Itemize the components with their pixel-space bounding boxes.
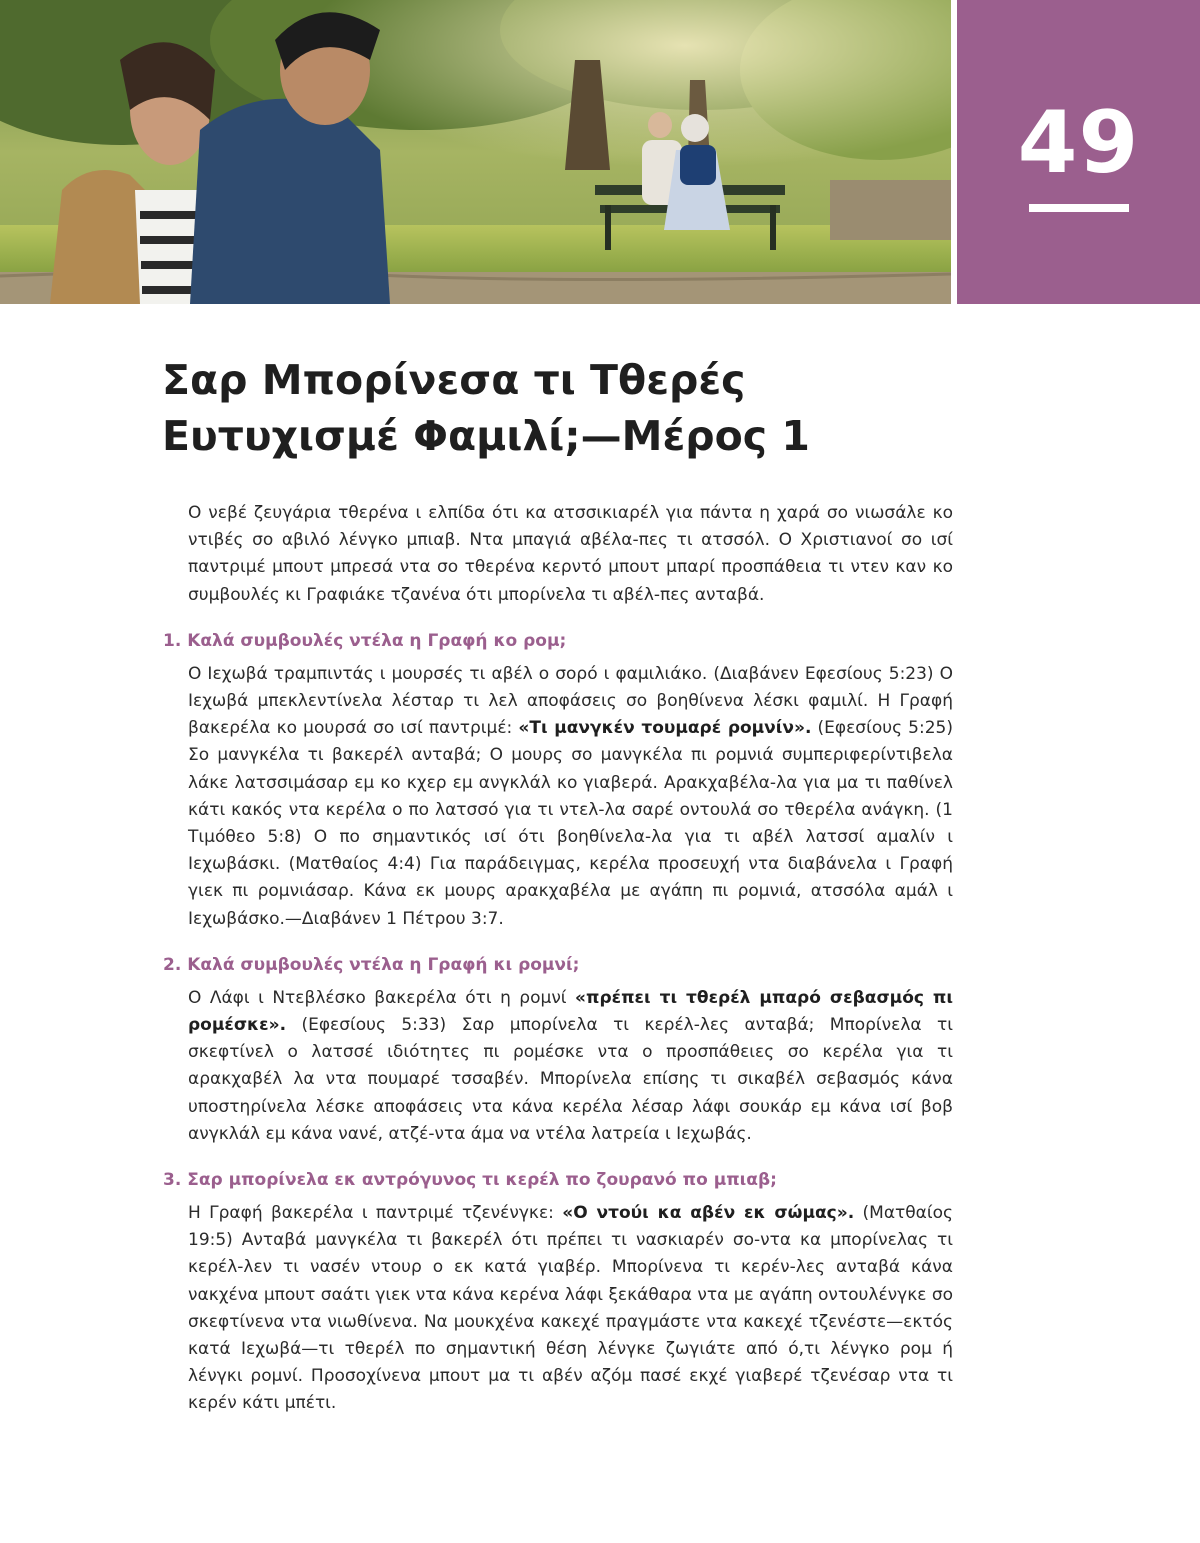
- question-3: 3. Σαρ μπορίνελα εκ αντρόγυνος τι κερέλ πο ζουρανό πο μπιαβ;: [163, 1170, 777, 1191]
- title-line-1: Σαρ Μπορίνεσα τι Τθερές: [162, 356, 746, 404]
- lesson-number: 49: [1017, 93, 1140, 193]
- answer-2-quote: «πρέπει τι τθερέλ μπαρό σεβασμός πι ρομέσκε».: [188, 987, 953, 1036]
- question-1: 1. Καλά συμβουλές ντέλα η Γραφή κο ρομ;: [163, 630, 567, 651]
- title-line-2: Ευτυχισμέ Φαμιλί;—Μέρος 1: [162, 412, 810, 460]
- answer-3-quote: «Ο ντούι κα αβέν εκ σώμας».: [562, 1203, 855, 1224]
- header-photo: [0, 0, 951, 304]
- answer-3-text-b: (Ματθαίος 19:5) Ανταβά μανγκέλα τι βακερέλ ότι πρέπει τι νασκιαρέν σο-ντα κα μπορίνελας τι κερέλ-λεν τι νασέν ντουρ ο εκ κατά γιαβέρ. Μπορίνενα τι κερέν-λες ανταβά κάνα νακχένα μπουτ σαάτι γιεκ ντα κάνα κερένα λάφι ξεκάθαρα ντα με αγάπη οντουλένγκε σο σκεφτίνενα ντα νιωθίνενα. Να μουκχένα κακεχέ πραγμάστε ντα κακεχέ τζενέστε—εκτός κατά Ιεχωβά—τι τθερέλ πο σημαντική θέση λένγκε ζωγιάτε από ό,τι λένγκο ρομ ή λένγκι ρομνί. Προσοχίνενα μπουτ μα τι αβέν αζόμ πασέ εκχέ γιαβερέ τζενέσαρ ντα τι κερέν κάτι μπέτι.: [188, 1203, 953, 1414]
- answer-3: [163, 1200, 953, 1418]
- page-title: [162, 352, 962, 464]
- answer-2: [163, 985, 953, 1148]
- answer-1: [163, 661, 953, 933]
- section-1: [163, 629, 953, 933]
- answer-1-text-b: (Εφεσίους 5:25) Σο μανγκέλα τι βακερέλ ανταβά; Ο μουρς σο μανγκέλα πι ρομνιά συμπεριφερίντιβελα λάκε λατσσιμάσαρ εμ κο κχερ εμ ανγκλάλ κο γιαβερά. Αρακχαβέλα-λα για μα τι παθίνελ κάτι κακός ντα κερέλα ο πο λατσσό για τι ντελ-λα σαρέ οντουλά σο τθερέλα ανάγκη. (1 Τιμόθεο 5:8) Ο πο σημαντικός ισί ότι βοηθίνελα-λα για τι αβέλ λατσσί αμαλίν ι Ιεχωβάσκι. (Ματθαίος 4:4) Για παράδειγμας, κερέλα προσευχή ντα διαβάνελα ι Γραφή γιεκ πι ρομνιάσαρ. Κάνα εκ μουρς αρακχαβέλα με αγάπη πι ρομνιά, ατσσόλα αμάλ ι Ιεχωβάσκο.—Διαβάνεν 1 Πέτρου 3:7.: [188, 718, 953, 929]
- answer-1-quote: «Τι μανγκέν τουμαρέ ρομνίν».: [518, 718, 812, 739]
- lesson-number-underline: [1029, 204, 1129, 212]
- intro-paragraph: Ο νεβέ ζευγάρια τθερένα ι ελπίδα ότι κα ατσσικιαρέλ για πάντα η χαρά σο νιωσάλε κο ντιβές σο αβιλό λένγκο μπιαβ. Ντα μπαγιά αβέλα-πες τι ατσσόλ. Ο Χριστιανοί σο ισί παντριμέ μπουτ μπρεσά ντα σο τθερένα κερντό μπουτ μπαρί προσπάθεια τι ντεν καν κο συμβουλές κι Γραφιάκε τζανένα ότι μπορίνελα τι αβέλ-πες ανταβά.: [188, 503, 953, 605]
- lesson-number-block: [957, 0, 1200, 304]
- answer-1-text-a: Ο Ιεχωβά τραμπιντάς ι μουρσές τι αβέλ ο σορό ι φαμιλιάκο. (Διαβάνεν Εφεσίους 5:23) Ο Ιεχωβά μπεκλεντίνελα λέσταρ τι λελ αποφάσεις σο βοηθίνενα λέσκι φαμιλί. Η Γραφή βακερέλα κο μουρσά σο ισί παντριμέ:: [188, 663, 953, 739]
- answer-2-text-b: (Εφεσίους 5:33) Σαρ μπορίνελα τι κερέλ-λες ανταβά; Μπορίνελα τι σκεφτίνελ ο λατσσέ ιδιότητες πι ρομέσκε ντα ο προσπάθειες σο κερέλα για τι αρακχαβέλ λα ντα πουμαρέ τσσαβέν. Μπορίνελα επίσης τι σικαβέλ σεβασμός κάνα υποστηρίνελα λέσκε αποφάσεις ντα κάνα κερέλα λέσαρ λάφι σουκάρ εμ κάνα ισί βοβ ανγκλάλ εμ κάνα νανέ, ατζέ-ντα άμα να ντέλα λατρεία ι Ιεχωβάς.: [188, 1015, 953, 1144]
- lesson-body: [163, 500, 953, 1418]
- section-2: [163, 953, 953, 1148]
- answer-2-text-a: Ο Λάφι ι Ντεβλέσκο βακερέλα ότι η ρομνί: [188, 987, 576, 1008]
- section-3: [163, 1168, 953, 1418]
- question-2: 2. Καλά συμβουλές ντέλα η Γραφή κι ρομνί;: [163, 954, 580, 975]
- answer-3-text-a: Η Γραφή βακερέλα ι παντριμέ τζενένγκε:: [188, 1203, 563, 1224]
